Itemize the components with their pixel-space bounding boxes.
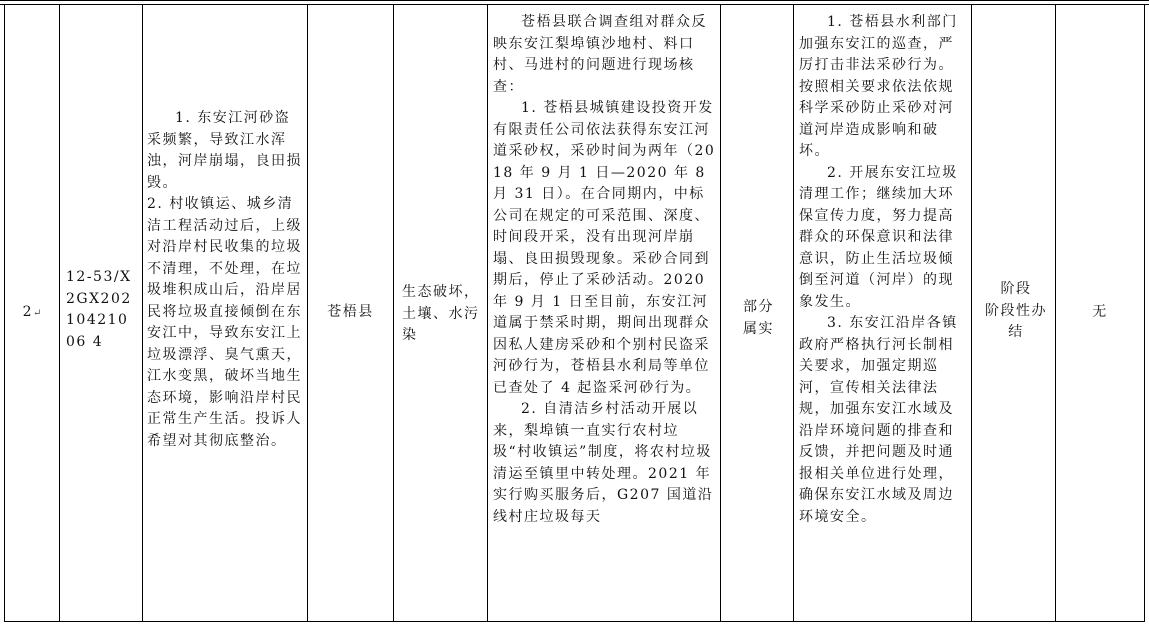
- rectification-text: [799, 12, 969, 528]
- accountability: 无: [1092, 304, 1108, 321]
- rectification-item-2: 2. 开展东安江垃圾清理工作；继续加大环保宣传力度，努力提高群众的环保意识和法律意识，防止生活垃圾倾倒至河道（河岸）的现象发生。: [799, 164, 958, 310]
- complaint-text: [147, 108, 305, 452]
- finding: 部分属实: [743, 299, 774, 337]
- complaint-item-1: 1. 东安江河砂盗采频繁，导致江水浑浊，河岸崩塌，良田损毁。: [147, 110, 302, 191]
- accountability-cell: [1055, 4, 1145, 622]
- investigation-item-1: 1. 苍梧县城镇建设投资开发有限责任公司依法获得东安江河道采砂权，采砂时间为两年（2018 年 9 月 1 日—2020 年 8 月 31 日）。在合同期内，中标公司在规定的可采范围、深度、时间段开采，没有出现河岸崩塌、良田损毁现象。采砂合同到期后，停止了采砂活动。2020 年 9 月 1 日至目前，东安江河道属于禁采时期，期间出现群众因私人建房采砂和个别村民盗采河砂行为，苍梧县水利局等单位已查处了 4 起盗采河砂行为。: [493, 100, 716, 396]
- status-line-2: 阶段性办结: [985, 302, 1047, 340]
- rectification-item-3: 3. 东安江沿岸各镇政府严格执行河长制相关要求，加强定期巡河，宣传相关法律法规，加强东安江水域及沿岸环境问题的排查和反馈，并把问题及时通报相关单位进行处理，确保东安江水域及周边环境安全。: [799, 315, 958, 525]
- finding-cell: [720, 4, 793, 622]
- case-id: 12-53/X2GX20210421006 4: [66, 269, 132, 350]
- status-cell: [971, 4, 1055, 622]
- complaint-cell: [142, 4, 307, 622]
- status-line-1: 阶段: [1000, 281, 1032, 297]
- investigation-intro: 苍梧县联合调查组对群众反映东安江梨埠镇沙地村、料口村、马进村的问题进行现场核查：: [493, 14, 707, 95]
- rectification-cell: [793, 4, 971, 622]
- category-cell: [393, 4, 487, 622]
- rectification-item-1: 1. 苍梧县水利部门加强东安江的巡查，严厉打击非法采砂行为。按照相关要求依法依规科学采砂防止采砂对河道河岸造成影响和破坏。: [799, 14, 958, 159]
- complaint-item-2: 2. 村收镇运、城乡清洁工程活动过后，上级对沿岸村民收集的垃圾不清理，不处理，在垃圾堆积成山后，沿岸居民将垃圾直接倾倒在东安江中，导致东安江上垃圾漂浮、臭气熏天，江水变黑，破坏当地生态环境，影响沿岸村民正常生产生活。投诉人希望对其彻底整治。: [147, 196, 302, 449]
- county: 苍梧县: [327, 304, 374, 321]
- county-cell: [307, 4, 393, 622]
- status-text: [978, 279, 1054, 344]
- investigation-text: [493, 12, 718, 528]
- row-index: 2: [22, 304, 34, 321]
- investigation-cell: [487, 4, 720, 622]
- index-cell: 2 ↵: [4, 4, 59, 622]
- category: 生态破坏，土壤、水污染: [402, 284, 480, 343]
- case-id-cell: [59, 4, 142, 622]
- investigation-item-2: 2. 自清洁乡村活动开展以来，梨埠镇一直实行农村垃圾“村收镇运”制度，将农村垃圾清运至镇里中转处理。2021 年实行购买服务后，G207 国道沿线村庄垃圾每天: [493, 401, 714, 525]
